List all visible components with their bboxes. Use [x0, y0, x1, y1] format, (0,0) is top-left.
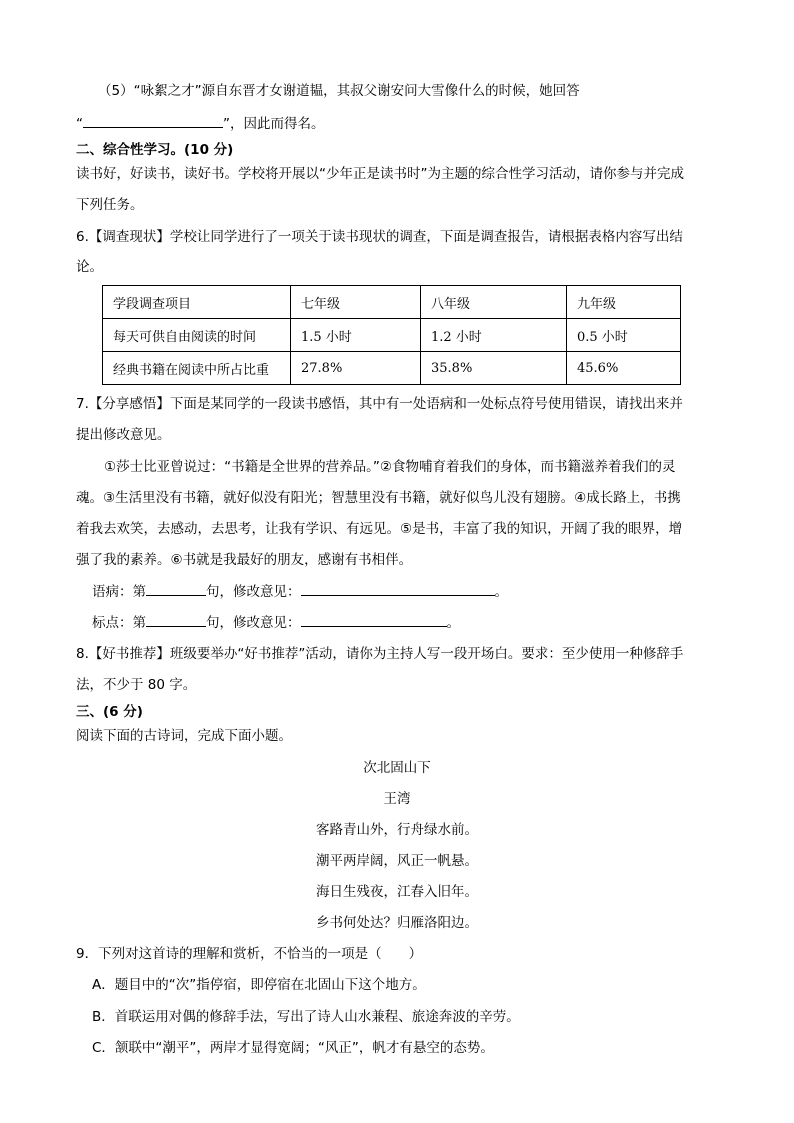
poem-line: 客路青山外，行舟绿水前。 [316, 822, 478, 838]
q7-line1: 7.【分享感悟】下面是某同学的一段读书感悟，其中有一处语病和一处标点符号使用错误，请找出来并 [76, 396, 683, 412]
q5-open-quote: “ [76, 116, 83, 132]
q6-line1: 6.【调查现状】学校让同学进行了一项关于读书现状的调查，下面是调查报告，请根据表格内容写出结 [76, 229, 683, 245]
table-cell: 1.2 小时 [421, 319, 567, 352]
poem-line: 潮平两岸阔，风正一帆悬。 [316, 853, 478, 869]
grammar-suggestion-blank[interactable] [301, 581, 495, 596]
q7-para-line2: 魂。③生活里没有书籍，就好似没有阳光；智慧里没有书籍，就好似鸟儿没有翅膀。④成长路上，书携 [76, 490, 681, 506]
punct-suggestion-blank[interactable] [301, 612, 447, 627]
punct-sentence-blank[interactable] [146, 612, 206, 627]
q7-line2: 提出修改意见。 [76, 427, 171, 443]
table-header-cell: 学段调查项目 [103, 286, 291, 319]
grammar-sentence-blank[interactable] [146, 581, 206, 596]
table-cell: 35.8% [421, 352, 567, 385]
table-cell: 1.5 小时 [291, 319, 421, 352]
punct-end: 。 [446, 615, 460, 631]
table-cell: 0.5 小时 [567, 319, 681, 352]
q7-para-line3: 着我去欢笑，去感动，去思考，让我有学识、有远见。⑤是书，丰富了我的知识，开阔了我的眼界，增 [76, 521, 683, 537]
table-header-cell: 七年级 [291, 286, 421, 319]
grammar-prefix: 语病：第 [92, 584, 146, 600]
section2-heading: 二、综合性学习。(10 分) [76, 142, 234, 158]
q8-line1: 8.【好书推荐】班级要举办“好书推荐”活动，请你为主持人写一段开场白。要求：至少使用一种修辞手 [76, 646, 684, 662]
q7-punct-line [92, 612, 460, 633]
poem-title: 次北固山下 [363, 760, 431, 776]
table-row [103, 319, 681, 352]
section2-intro-line1: 读书好，好读书，读好书。学校将开展以“少年正是读书时”为主题的综合性学习活动，请你参与并完成 [76, 166, 684, 182]
section3-intro: 阅读下面的古诗词，完成下面小题。 [76, 728, 292, 744]
q9-stem: 9．下列对这首诗的理解和赏析，不恰当的一项是（ ） [76, 946, 423, 962]
q7-grammar-line [92, 581, 508, 602]
q9-option-a[interactable]: A．题目中的“次”指停宿，即停宿在北固山下这个地方。 [92, 977, 426, 993]
q5-answer-line [76, 113, 325, 134]
section2-intro-line2: 下列任务。 [76, 197, 144, 213]
table-cell: 27.8% [291, 352, 421, 385]
q7-para-line1: ①莎士比亚曾说过：“书籍是全世界的营养品。”②食物哺育着我们的身体，而书籍滋养着我们的灵 [104, 459, 676, 475]
punct-prefix: 标点：第 [92, 615, 146, 631]
q8-line2: 法，不少于 80 字。 [76, 677, 197, 693]
q9-option-b[interactable]: B．首联运用对偶的修辞手法，写出了诗人山水兼程、旅途奔波的辛劳。 [92, 1009, 520, 1025]
table-row [103, 352, 681, 385]
grammar-end: 。 [494, 584, 508, 600]
poem-author: 王湾 [383, 791, 411, 807]
table-header-cell: 八年级 [421, 286, 567, 319]
table-cell: 每天可供自由阅读的时间 [103, 319, 291, 352]
grammar-mid: 句，修改意见： [206, 584, 301, 600]
q9-option-c[interactable]: C．颔联中“潮平”，两岸才显得宽阔；“风正”，帆才有悬空的态势。 [92, 1040, 494, 1056]
table-cell: 经典书籍在阅读中所占比重 [103, 352, 291, 385]
table-cell: 45.6% [567, 352, 681, 385]
survey-table [102, 285, 681, 385]
q5-answer-blank[interactable] [83, 113, 223, 128]
table-row [103, 286, 681, 319]
section3-heading: 三、(6 分) [76, 704, 143, 720]
punct-mid: 句，修改意见： [206, 615, 301, 631]
q7-para-line4: 强了我的素养。⑥书就是我最好的朋友，感谢有书相伴。 [76, 552, 413, 568]
poem-line: 乡书何处达？归雁洛阳边。 [316, 915, 478, 931]
q5-close-text: ”，因此而得名。 [223, 116, 325, 132]
table-header-cell: 九年级 [567, 286, 681, 319]
poem-line: 海日生残夜，江春入旧年。 [316, 884, 478, 900]
q6-line2: 论。 [76, 259, 103, 275]
q5-line1: （5）“咏絮之才”源自东晋才女谢道韫，其叔父谢安问大雪像什么的时候，她回答 [98, 83, 580, 99]
